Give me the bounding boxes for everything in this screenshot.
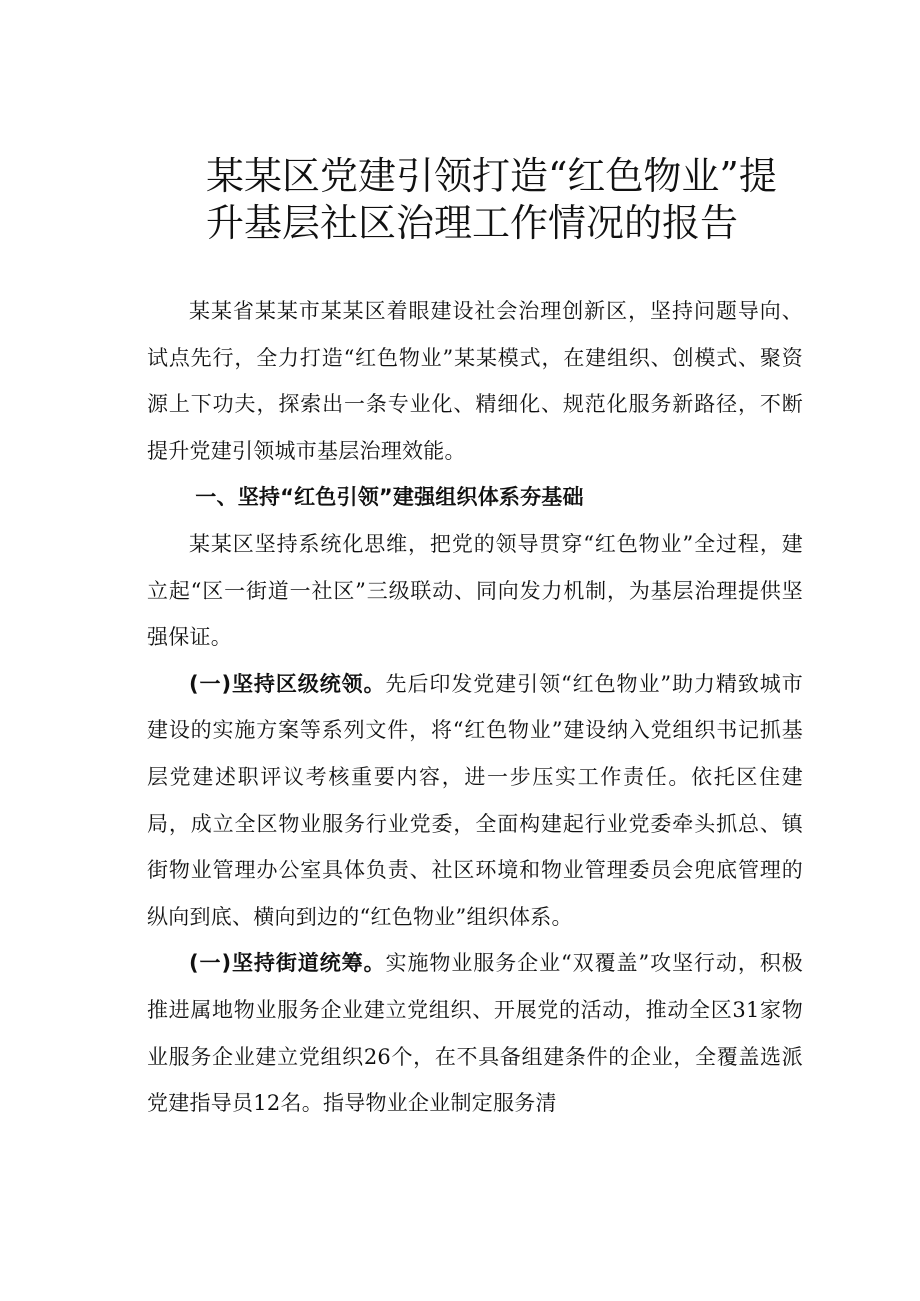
document-title: 某某区党建引领打造“红色物业”提升基层社区治理工作情况的报告 (206, 154, 777, 245)
subsection-lead-district: (一)坚持区级统领。 (189, 671, 386, 696)
subsection-text-street: 实施物业服务企业“双覆盖”攻坚行动，积极推进属地物业服务企业建立党组织、开展党的活动，推动全区31家物业服务企业建立党组织26个，在不具备组建条件的企业，全覆盖选派党建指导员12名。指导物业企业制定服务清 (147, 951, 803, 1116)
subsection-lead-street: (一)坚持街道统筹。 (189, 951, 386, 976)
subsection-paragraph-street (147, 940, 803, 1126)
subsection-paragraph-district (147, 661, 803, 941)
subsection-text-district: 先后印发党建引领“红色物业”助力精致城市建设的实施方案等系列文件，将“红色物业”建设纳入党组织书记抓基层党建述职评议考核重要内容，进一步压实工作责任。依托区住建局，成立全区物业服务行业党委，全面构建起行业党委牵头抓总、镇街物业管理办公室具体负责、社区环境和物业管理委员会兜底管理的纵向到底、横向到边的“红色物业”组织体系。 (147, 671, 803, 929)
section-paragraph: 某某区坚持系统化思维，把党的领导贯穿“红色物业”全过程，建立起“区一街道一社区”三级联动、同向发力机制，为基层治理提供坚强保证。 (147, 531, 803, 650)
intro-paragraph: 某某省某某市某某区着眼建设社会治理创新区，坚持问题导向、试点先行，全力打造“红色物业”某某模式，在建组织、创模式、聚资源上下功夫，探索出一条专业化、精细化、规范化服务新路径，不断提升党建引领城市基层治理效能。 (147, 299, 803, 463)
section-heading: 一、坚持“红色引领”建强组织体系夯基础 (195, 485, 584, 510)
document-body (147, 288, 803, 1127)
